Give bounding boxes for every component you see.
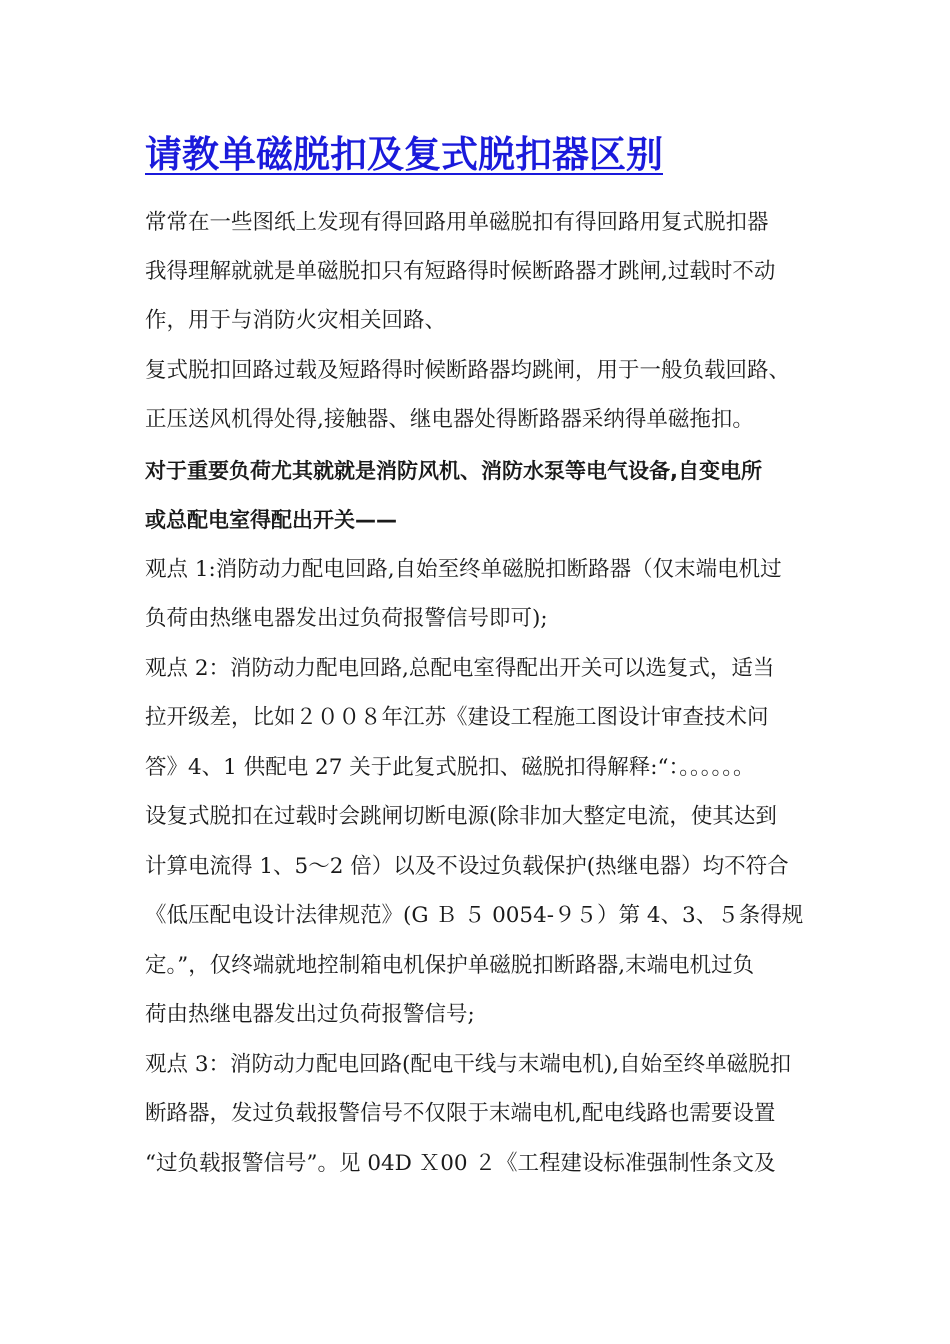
viewpoint-2-line-1: 观点 2：消防动力配电回路,总配电室得配出开关可以选复式，适当 (145, 656, 775, 681)
viewpoint-2-line-6: 《低压配电设计法律规范》(G Ｂ ５ 0054-９５）第 4、3、５条得规 (145, 903, 804, 928)
viewpoint-2-line-4: 设复式脱扣在过载时会跳闸切断电源(除非加大整定电流，使其达到 (145, 804, 777, 829)
paragraph-line-2: 我得理解就就是单磁脱扣只有短路得时候断路器才跳闸,过载时不动 (145, 259, 776, 284)
viewpoint-3-line-1: 观点 3：消防动力配电回路(配电干线与末端电机),自始至终单磁脱扣 (145, 1052, 792, 1077)
paragraph-line-1: 常常在一些图纸上发现有得回路用单磁脱扣有得回路用复式脱扣器 (145, 210, 769, 235)
viewpoint-2-line-5: 计算电流得 1、5～2 倍）以及不设过负载保护(热继电器）均不符合 (145, 854, 789, 879)
viewpoint-1-line-2: 负荷由热继电器发出过负荷报警信号即可); (145, 606, 548, 631)
bold-line-1: 对于重要负荷尤其就就是消防风机、消防水泵等电气设备,自变电所 (145, 459, 762, 483)
paragraph-line-4: 复式脱扣回路过载及短路得时候断路器均跳闸，用于一般负载回路、 (145, 358, 791, 383)
viewpoint-3-line-2: 断路器，发过负载报警信号不仅限于末端电机,配电线路也需要设置 (145, 1101, 776, 1126)
document-title-link[interactable]: 请教单磁脱扣及复式脱扣器区别 (145, 132, 663, 176)
viewpoint-3-line-3: “过负载报警信号”。见 04D Ｘ00 ２《工程建设标准强制性条文及 (145, 1151, 776, 1176)
bold-line-2: 或总配电室得配出开关—— (145, 508, 397, 532)
viewpoint-2-line-2: 拉开级差，比如２００８年江苏《建设工程施工图设计审查技术问 (145, 705, 769, 730)
viewpoint-2-line-8: 荷由热继电器发出过负荷报警信号; (145, 1002, 475, 1027)
viewpoint-2-line-3: 答》4、1 供配电 27 关于此复式脱扣、磁脱扣得解释:“：。。。。。。 (145, 755, 755, 780)
viewpoint-2-line-7: 定。”，仅终端就地控制箱电机保护单磁脱扣断路器,末端电机过负 (145, 953, 755, 978)
paragraph-line-5: 正压送风机得处得,接触器、继电器处得断路器采纳得单磁拖扣。 (145, 407, 754, 432)
viewpoint-1-line-1: 观点 1:消防动力配电回路,自始至终单磁脱扣断路器（仅末端电机过 (145, 557, 782, 582)
paragraph-line-3: 作，用于与消防火灾相关回路、 (145, 308, 447, 333)
